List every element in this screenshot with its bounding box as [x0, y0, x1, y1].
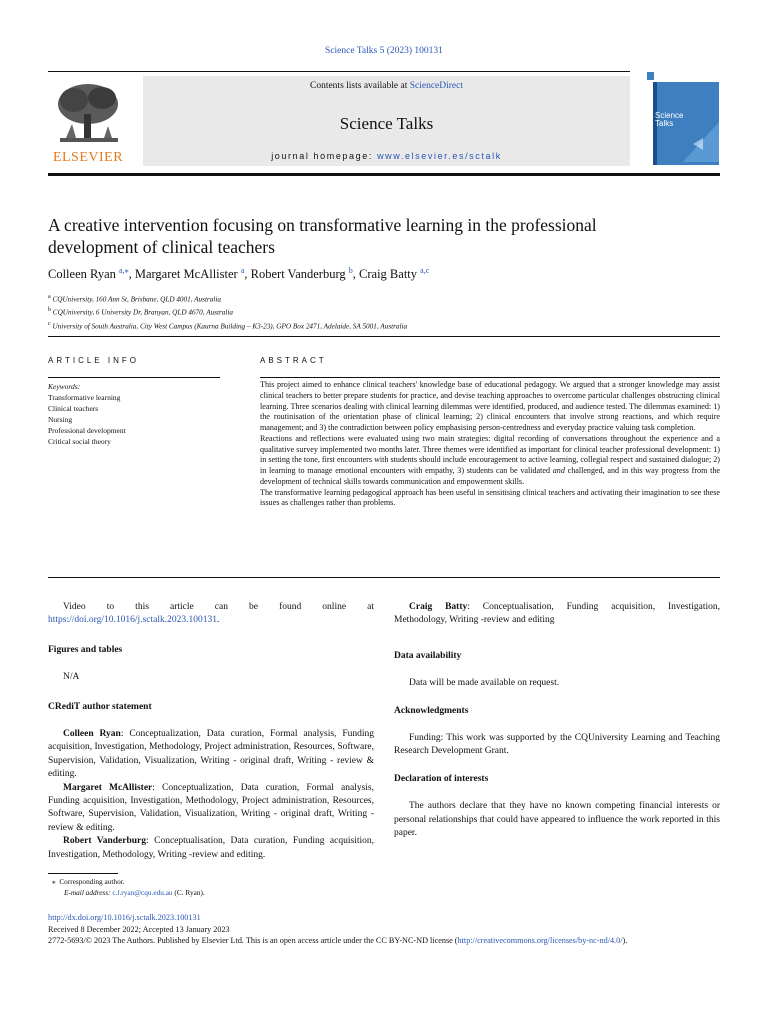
author-list: Colleen Ryan $^{a,⁎}$, Margaret McAllister $^a$, Robert Vanderburg $^b$, Craig Batty $^{a,c}$ [48, 266, 430, 282]
credit-author-name: Margaret McAllister [63, 782, 153, 793]
affiliation-text: CQUniversity, 6 University Dr, Branyan, QLD 4670, Australia [52, 308, 233, 317]
contents-prefix: Contents lists available at [309, 81, 410, 91]
credit-entry [48, 728, 374, 782]
article-footer [48, 912, 728, 947]
affiliation-item [48, 305, 407, 318]
corresponding-author-footnote [52, 877, 205, 898]
journal-homepage [143, 151, 630, 161]
license-text: 2772-5693/© 2023 The Authors. Published by Elsevier Ltd. This is an open access article under the CC BY-NC-ND license ( [48, 936, 458, 946]
article-info-rule [48, 377, 220, 378]
keyword-item: Nursing [48, 415, 73, 424]
credit-roles: : Conceptualization, Data curation, Formal analysis, Funding acquisition, Investigation, Methodology, Project administration, Resources, Software, Supervision, Validation, Visualization, Writing - original draft, Writing - review & editing. [48, 729, 374, 780]
abstract-label: ABSTRACT [260, 356, 327, 365]
author-affiliation-mark[interactable]: a,c [420, 266, 430, 275]
tree-icon [52, 80, 124, 148]
credit-entry [48, 835, 374, 862]
affiliations [48, 292, 407, 332]
author-name[interactable]: Margaret McAllister [134, 267, 238, 282]
homepage-prefix: journal homepage: [271, 151, 378, 161]
data-availability-heading: Data availability [394, 650, 462, 661]
abstract-paragraph: This project aimed to enhance clinical teachers' knowledge base of educational pedagogy. We argued that a stronger knowledge may assist clinical teachers to better prepare students for practice, and devise teaching approaches to overcome particular challenges obstructing clinical learning. Three scenarios dealing with clinical learning dilemmas were identified, produced, and audience tested. The dilemmas examined: 1) the routinisation of the orientation phase of clinical learning; 2) clinical encounters that involve strong reactions, and which require management; and 3) the contradiction between policy emphasising person-centredness and everyday practice valuing task completion. [260, 380, 720, 432]
cover-title: Science Talks [655, 111, 684, 128]
video-paragraph [48, 601, 374, 628]
credit-entry [394, 601, 720, 628]
footnote-rule [48, 873, 118, 874]
keyword-item: Critical social theory [48, 437, 111, 446]
abstract-text [260, 380, 720, 509]
credit-entry [48, 782, 374, 836]
footnote-line [52, 877, 205, 888]
declaration-text: The authors declare that they have no known competing financial interests or personal relationships that could have appeared to influence the work reported in this paper. [394, 801, 720, 839]
cover-mark-icon [647, 72, 654, 80]
journal-header [143, 76, 630, 166]
figures-text: N/A [63, 672, 80, 683]
credit-roles: : Conceptualisation, Data curation, Funding acquisition, Investigation, Methodology, Writing -review and editing. [48, 836, 374, 860]
declaration-heading: Declaration of interests [394, 773, 489, 784]
acknowledgments-heading: Acknowledgments [394, 705, 469, 716]
acknowledgments-text: Funding: This work was supported by the CQUniversity Learning and Teaching Research Development Grant. [394, 733, 720, 757]
affiliation-text: University of South Australia, City West Campus (Kaurna Building – K3-23), GPO Box 2471, Adelaide, SA 5001, Australia [52, 322, 408, 331]
affiliation-item [48, 319, 407, 332]
author-affiliation-mark[interactable]: b [348, 266, 353, 275]
author-name[interactable]: Robert Vanderburg [250, 267, 346, 282]
affiliation-mark: b [48, 307, 51, 314]
elsevier-logo [48, 80, 128, 165]
keywords-heading: Keywords: [48, 382, 81, 391]
email-label: E-mail address: [64, 887, 113, 897]
keyword-item: Professional development [48, 426, 126, 435]
license-link[interactable]: http://creativecommons.org/licenses/by-nc-nd/4.0/ [457, 936, 623, 946]
credit-author-name: Robert Vanderburg [63, 836, 147, 847]
affiliation-item [48, 292, 407, 305]
article-title: A creative intervention focusing on transformative learning in the professional development of clinical teachers [48, 215, 597, 257]
credit-heading: CRediT author statement [48, 701, 152, 712]
doi-link[interactable]: http://dx.doi.org/10.1016/j.sctalk.2023.100131 [48, 913, 201, 922]
abstract-paragraph: The transformative learning pedagogical approach has been useful in sensitising clinical teachers and activating their imagination to see these issues as challenges rather than problems. [260, 487, 720, 508]
data-availability-text: Data will be made available on request. [409, 678, 560, 689]
email-link[interactable]: c.l.ryan@cqu.edu.au [112, 887, 173, 897]
license-suffix: ). [622, 936, 628, 946]
journal-title: Science Talks [339, 114, 434, 133]
abstract-rule [260, 377, 720, 378]
keyword-item: Clinical teachers [48, 404, 99, 413]
author-affiliation-mark[interactable]: a [240, 266, 245, 275]
abstract-text-span: Reactions and reflections were evaluated using two main strategies: digital recording of conversations throughout the experience and a qualitative survey implemented two months later. Three themes were identified as important for clinical teacher professional development: 1) in setting the tone, first encounters with students should include encouragement to active learning, collegial respect and sustained dialogue; 2) in learning to manage emotional encounters with empathy, 3) students can be validated [260, 433, 720, 475]
homepage-link[interactable]: www.elsevier.es/sctalk [377, 151, 502, 161]
footnote-email-line [52, 888, 205, 899]
keywords-block [48, 381, 126, 447]
video-suffix: . [216, 615, 220, 626]
author-affiliation-mark[interactable]: a,⁎ [119, 266, 129, 275]
abstract-emphasis: and [552, 466, 565, 475]
credit-author-name: Colleen Ryan [63, 729, 121, 740]
sciencedirect-link[interactable]: ScienceDirect [409, 81, 463, 91]
cover-graphic-icon [683, 122, 719, 162]
footnote-mark: ⁎ [52, 877, 56, 886]
keyword-item: Transformative learning [48, 393, 121, 402]
affiliation-mark: c [48, 320, 51, 327]
journal-reference[interactable]: Science Talks 5 (2023) 100131 [325, 46, 443, 56]
affiliation-text: CQUniversity, 160 Ann St, Brisbane, QLD 4001, Australia [52, 295, 221, 304]
email-suffix: (C. Ryan). [172, 887, 205, 897]
video-prefix: Video to this article can be found online at [63, 602, 374, 612]
abstract-paragraph [260, 434, 720, 488]
video-link[interactable]: https://doi.org/10.1016/j.sctalk.2023.100131 [48, 615, 217, 626]
section-divider [48, 336, 720, 337]
abstract-bottom-rule [48, 577, 720, 578]
journal-cover[interactable] [653, 82, 719, 165]
author-name[interactable]: Craig Batty [359, 267, 418, 282]
credit-roles: : Conceptualisation, Funding acquisition, Investigation, Methodology, Writing -review and editing [394, 602, 720, 626]
affiliation-mark: a [48, 294, 51, 300]
elsevier-wordmark: ELSEVIER [52, 150, 124, 165]
contents-line [143, 81, 630, 91]
author-name[interactable]: Colleen Ryan [48, 267, 116, 282]
header-top-rule [48, 71, 630, 72]
header-bottom-rule [48, 173, 720, 176]
body-right-column [394, 601, 720, 840]
body-left-column [48, 601, 374, 862]
credit-roles: : Conceptualization, Data curation, Formal analysis, Funding acquisition, Investigation, Methodology, Project administration, Resources, Software, Supervision, Validation, Visualization, Writing - original draft, Writing - review & editing. [48, 782, 374, 833]
article-info-label: ARTICLE INFO [48, 356, 139, 365]
credit-author-name: Craig Batty [409, 602, 468, 612]
license-statement [48, 935, 728, 947]
footnote-text: Corresponding author. [59, 877, 125, 886]
received-dates: Received 8 December 2022; Accepted 13 January 2023 [48, 924, 230, 934]
figures-heading: Figures and tables [48, 644, 123, 655]
abstract-text-span: challenged, and in this way progress from the development of technical skills towards communication and empowerment skills. [260, 466, 720, 486]
